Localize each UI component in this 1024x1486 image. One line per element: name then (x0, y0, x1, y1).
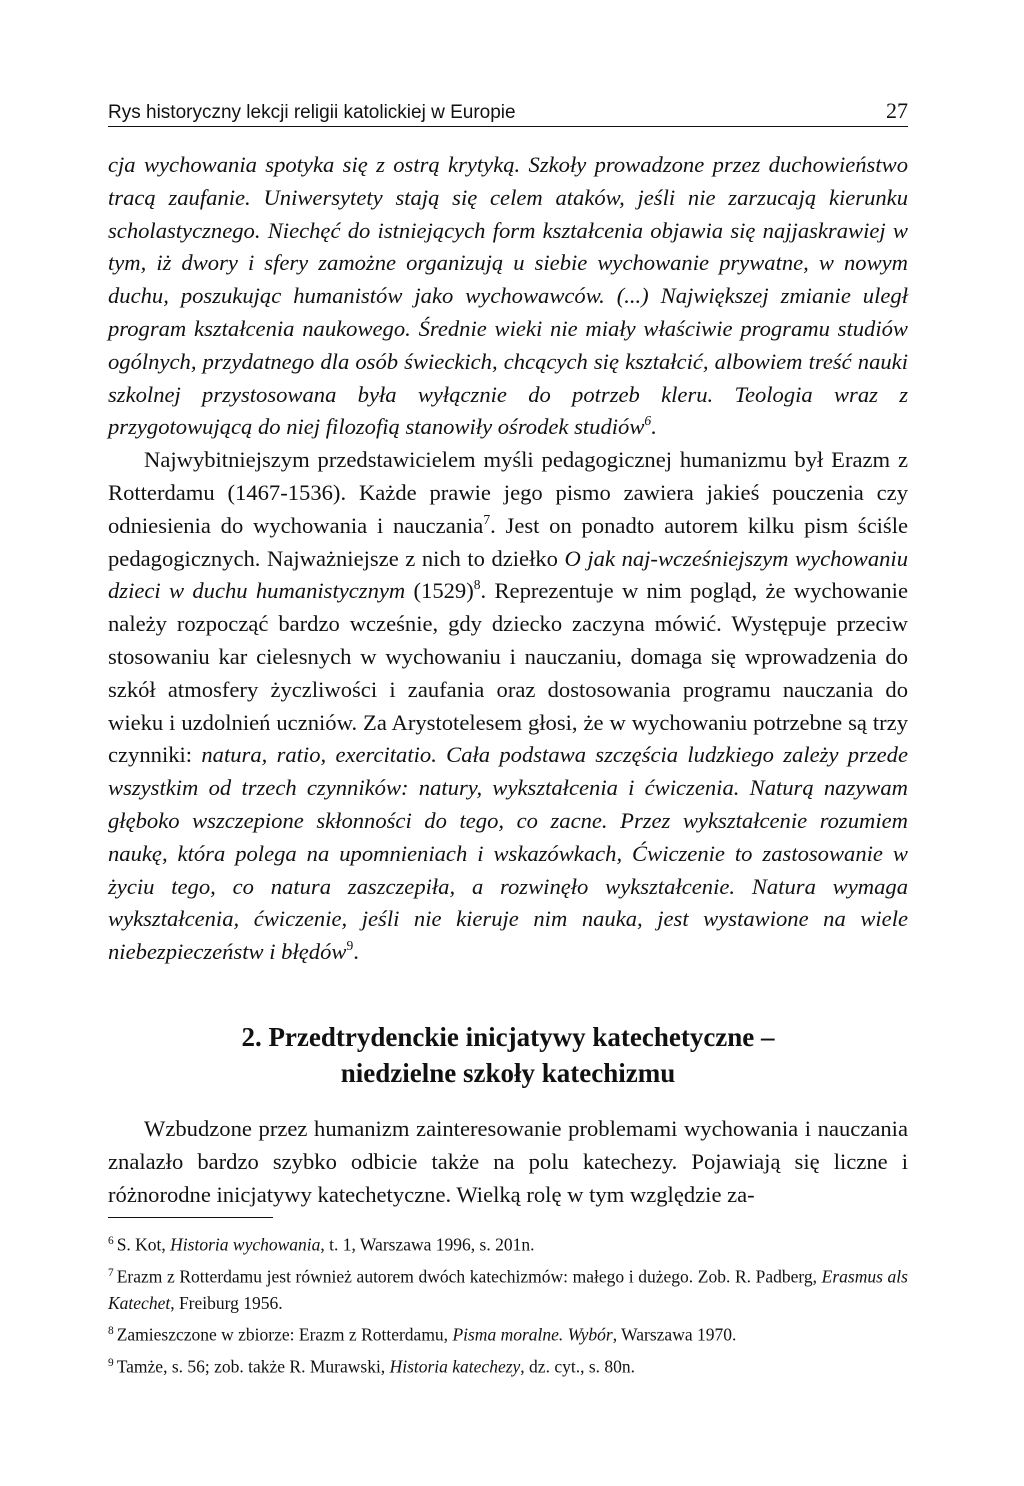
footnote-ref-9: 9 (346, 938, 354, 954)
footnote-text: Zamieszczone w zbiorze: Erazm z Rotterdamu, (116, 1324, 453, 1345)
section-heading-line1: 2. Przedtrydenckie inicjatywy katechetyczne – (241, 1021, 775, 1052)
footnote-8 (108, 1318, 908, 1348)
paragraph-erasmus-c: (1529) (405, 578, 474, 604)
erasmus-quote: Cała podstawa szczęścia ludzkiego zależy przede wszystkim od trzech czynników: natury, wykształcenia i ćwiczenia. Naturą nazywam głęboko wszczepione skłonności do tego, co zacne. Przez wykształcenie rozumiem naukę, która polega na upomnieniach i wskazówkach, Ćwiczenie to zastosowanie w życiu tego, co natura zaszczepiła, a rozwinęło wykształcenie. Natura wymaga wykształcenia, ćwiczenie, jeśli nie kieruje nim nauka, jest wystawione na wiele niebezpieczeństw i błędów (108, 742, 908, 965)
footnote-text: , dz. cyt., s. 80n. (520, 1356, 636, 1377)
footnote-title: Historia wychowania (170, 1234, 321, 1255)
footnote-text: , t. 1, Warszawa 1996, s. 201n. (320, 1234, 535, 1255)
main-text (108, 149, 908, 969)
footnote-text: , Freiburg 1956. (170, 1292, 283, 1313)
book-page (108, 98, 908, 1382)
section-heading (108, 1019, 908, 1091)
footnote-title: Historia katechezy (389, 1356, 521, 1377)
footnote-text: Erazm z Rotterdamu jest również autorem dwóch katechizmów: małego i dużego. Zob. R. Padberg, (116, 1266, 822, 1287)
quoted-passage-text: cja wychowania spotyka się z ostrą krytyką. Szkoły prowadzone przez duchowieństwo tracą zaufanie. Uniwersytety stają się celem ataków, jeśli nie zarzucają kierunku scholastycznego. Niechęć do istniejących form kształcenia objawia się najjaskrawiej w tym, iż dwory i sfery zamożne organizują u siebie wychowanie prywatne, w nowym duchu, poszukując humanistów jako wychowawców. (...) Największej zmianie uległ program kształcenia naukowego. Średnie wieki nie miały właściwie programu studiów ogólnych, przydatnego dla osób świeckich, chcących się kształcić, albowiem treść nauki szkolnej przystosowana była wyłącznie do potrzeb kleru. Teologia wraz z przygotowującą do niej filozofią stanowiły ośrodek studiów (108, 152, 908, 440)
paragraph-erasmus-d: . Reprezentuje w nim pogląd, że wychowanie należy rozpocząć bardzo wcześnie, gdy dziecko zaczyna mówić. Występuje przeciw stosowaniu kar cielesnych w wychowaniu i nauczaniu, domaga się wprowadzenia do szkół atmosfery życzliwości i zaufania oraz dostosowania programu nauczania do wieku i uzdolnień uczniów. Za Arystotelesem głosi, że w wychowaniu potrzebne są trzy czynniki: (108, 578, 908, 768)
footnotes (108, 1217, 908, 1380)
paragraph-erasmus (108, 444, 908, 969)
paragraph-katecheza: Wzbudzone przez humanizm zainteresowanie problemami wychowania i nauczania znalazło bardzo szybko odbicie także na polu katechezy. Pojawiają się liczne i różnorodne inicjatywy katechetyczne. Wielką rolę w tym względzie za- (108, 1115, 908, 1207)
footnote-text: Tamże, s. 56; zob. także R. Murawski, (116, 1356, 390, 1377)
footnote-text: S. Kot, (116, 1234, 171, 1255)
footnote-ref-8: 8 (473, 577, 481, 593)
footnote-text: , Warszawa 1970. (612, 1324, 737, 1345)
footnote-ref-6: 6 (644, 413, 652, 429)
footnote-number: 7 (108, 1267, 114, 1280)
footnote-6 (108, 1228, 908, 1258)
footnote-number: 8 (108, 1325, 114, 1338)
footnote-ref-7: 7 (483, 511, 491, 527)
paragraph-end: . (353, 939, 359, 965)
work-title: O jak naj-wcześniejszym wychowaniu dzieci w duchu humanistycznym (108, 545, 908, 604)
footnote-title: Erasmus als Katechet (108, 1266, 908, 1313)
footnote-number: 6 (108, 1235, 114, 1248)
section-text (108, 1113, 908, 1211)
paragraph-erasmus-a: Najwybitniejszym przedstawicielem myśli pedagogicznej humanizmu był Erazm z Rotterdamu (1467-1536). Każde prawie jego pismo zawiera jakieś pouczenia czy odniesienia do wychowania i nauczania (108, 447, 908, 538)
footnote-divider (108, 1217, 273, 1218)
footnote-number: 9 (108, 1357, 114, 1370)
footnote-title: Pisma moralne. Wybór (452, 1324, 613, 1345)
latin-terms: natura, ratio, exercitatio. (201, 742, 437, 768)
running-header (108, 98, 908, 127)
page-number: 27 (886, 98, 908, 123)
footnote-7 (108, 1260, 908, 1316)
footnote-9 (108, 1350, 908, 1380)
running-head-title: Rys historyczny lekcji religii katolickiej w Europie (108, 102, 516, 123)
quoted-passage: cja wychowania spotyka się z ostrą krytyką. Szkoły prowadzone przez duchowieństwo tracą zaufanie. Uniwersytety stają się celem ataków, jeśli nie zarzucają kierunku scholastycznego. Niechęć do istniejących form kształcenia objawia się najjaskrawiej w tym, iż dwory i sfery zamożne organizują u siebie wychowanie prywatne, w nowym duchu, poszukując humanistów jako wychowawców. (...) Największej zmianie uległ program kształcenia naukowego. Średnie wieki nie miały właściwie programu studiów ogólnych, przydatnego dla osób świeckich, chcących się kształcić, albowiem treść nauki szkolnej przystosowana była wyłącznie do potrzeb kleru. Teologia wraz z przygotowującą do niej filozofią stanowiły ośrodek studiów$^6$. (108, 152, 908, 440)
section-heading-line2: niedzielne szkoły katechizmu (340, 1057, 676, 1088)
paragraph-erasmus-b: . Jest on ponadto autorem kilku pism ściśle pedagogicznych. Najważniejsze z nich to dziełko (108, 512, 908, 571)
